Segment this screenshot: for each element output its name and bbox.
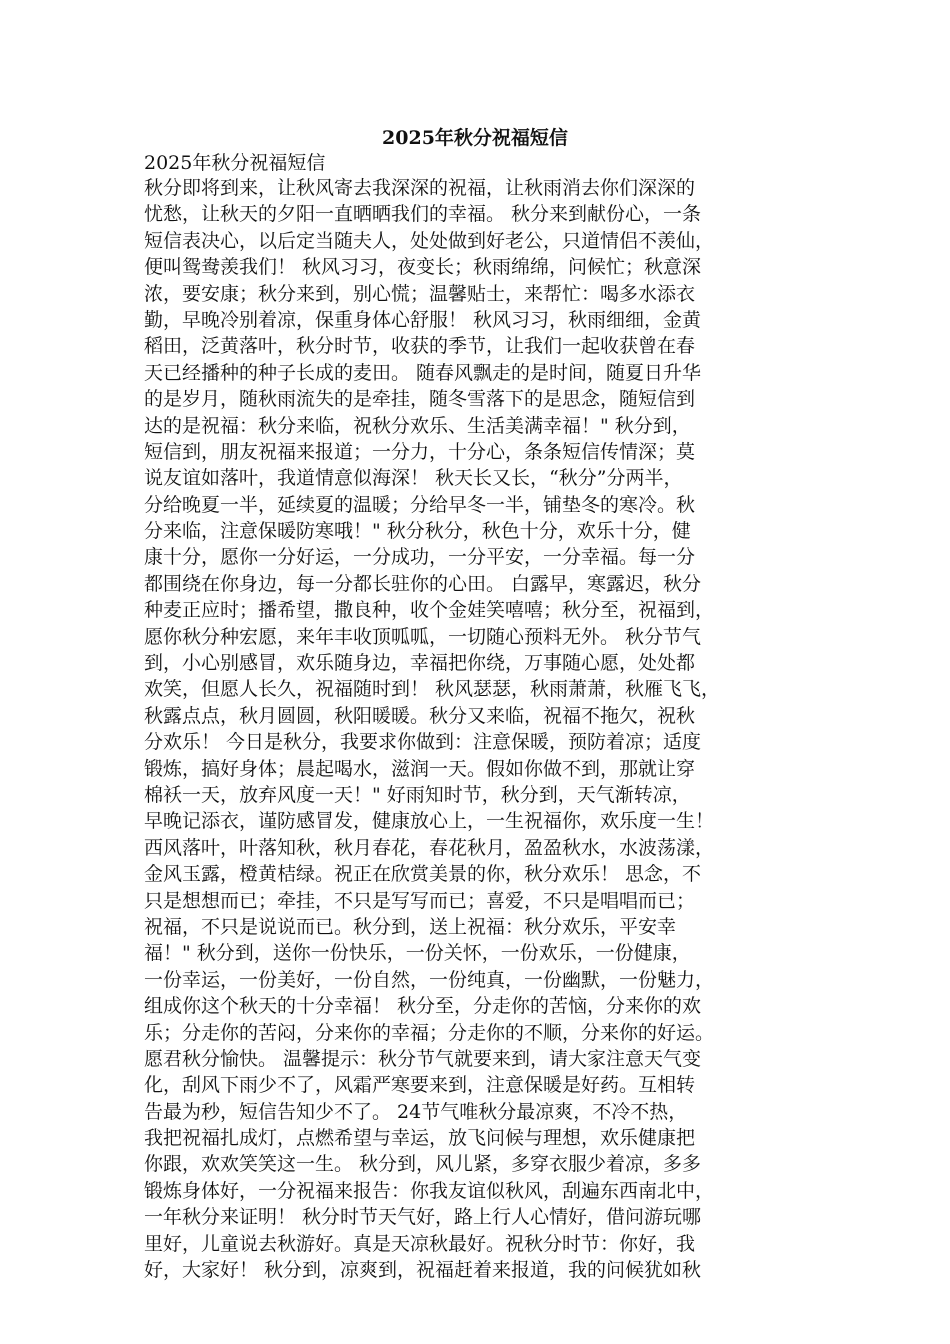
- body-text-line: 金风玉露，橙黄桔绿。祝正在欣赏美景的你，秋分欢乐！ 思念，不: [144, 863, 702, 886]
- body-text-line: 种麦正应时；播希望，撒良种，收个金娃笑嘻嘻；秋分至，祝福到，: [144, 599, 715, 622]
- body-text-line: 到，小心别感冒，欢乐随身边，幸福把你绕，万事随心愿，处处都: [144, 652, 696, 675]
- body-text-line: 棉袄一天，放弃风度一天！" 好雨知时节，秋分到，天气渐转凉，: [144, 783, 691, 806]
- body-text-line: 愿你秋分种宏愿，来年丰收顶呱呱，一切随心预料无外。 秋分节气: [144, 625, 702, 648]
- body-text-line: 乐；分走你的苦闷，分来你的幸福；分走你的不顺，分来你的好运。: [144, 1021, 715, 1044]
- body-text-line: 欢笑，但愿人长久，祝福随时到！ 秋风瑟瑟，秋雨萧萧，秋雁飞飞，: [144, 678, 721, 701]
- body-text-line: 里好，儿童说去秋游好。真是天凉秋最好。祝秋分时节：你好，我: [144, 1232, 696, 1255]
- body-text-line: 告最为秒，短信告知少不了。 24节气唯秋分最凉爽，不冷不热，: [144, 1100, 688, 1123]
- body-text-line: 一份幸运，一份美好，一份自然，一份纯真，一份幽默，一份魅力，: [144, 968, 715, 991]
- body-text-line: 忧愁，让秋天的夕阳一直晒晒我们的幸福。 秋分来到献份心，一条: [144, 203, 702, 226]
- document-body: [144, 175, 814, 1283]
- body-text-line: 组成你这个秋天的十分幸福！ 秋分至，分走你的苦恼，分来你的欢: [144, 995, 702, 1018]
- body-text-line: 天已经播种的种子长成的麦田。 随春风飘走的是时间，随夏日升华: [144, 361, 702, 384]
- body-text-line: 愿君秋分愉快。 温馨提示：秋分节气就要来到，请大家注意天气变: [144, 1047, 702, 1070]
- body-text-line: 只是想想而已；牵挂，不只是写写而已；喜爱，不只是唱唱而已；: [144, 889, 696, 912]
- body-text-line: 分给晚夏一半，延续夏的温暖；分给早冬一半，铺垫冬的寒冷。秋: [144, 493, 696, 516]
- body-text-line: 锻炼，搞好身体；晨起喝水，滋润一天。假如你做不到，那就让穿: [144, 757, 696, 780]
- body-text-line: 康十分，愿你一分好运，一分成功，一分平安，一分幸福。每一分: [144, 546, 696, 569]
- body-text-line: 福！" 秋分到，送你一份快乐，一份关怀，一份欢乐，一份健康，: [144, 942, 691, 965]
- body-text-line: 达的是祝福：秋分来临，祝秋分欢乐、生活美满幸福！" 秋分到，: [144, 414, 691, 437]
- body-text-line: 便叫鸳鸯羡我们！ 秋风习习，夜变长；秋雨绵绵，问候忙；秋意深: [144, 256, 702, 279]
- body-text-line: 都围绕在你身边，每一分都长驻你的心田。 白露早，寒露迟，秋分: [144, 572, 702, 595]
- body-text-line: 稻田，泛黄落叶，秋分时节，收获的季节，让我们一起收获曾在春: [144, 335, 696, 358]
- body-text-line: 说友谊如落叶，我道情意似海深！ 秋天长又长，“秋分”分两半，: [144, 467, 683, 490]
- body-text-line: 浓，要安康；秋分来到，别心慌；温馨贴士，来帮忙：喝多水添衣: [144, 282, 696, 305]
- body-text-line: 短信表决心，以后定当随夫人，处处做到好老公，只道情侣不羡仙，: [144, 229, 715, 252]
- body-text-line: 你跟，欢欢笑笑这一生。 秋分到，风儿紧，多穿衣服少着凉，多多: [144, 1153, 702, 1176]
- body-text-line: 我把祝福扎成灯，点燃希望与幸运，放飞问候与理想，欢乐健康把: [144, 1127, 696, 1150]
- body-text-line: 的是岁月，随秋雨流失的是牵挂，随冬雪落下的是思念，随短信到: [144, 388, 696, 411]
- body-text-line: 锻炼身体好，一分祝福来报告：你我友谊似秋风，刮遍东西南北中，: [144, 1179, 715, 1202]
- body-text-line: 勤，早晚冷别着凉，保重身体心舒服！ 秋风习习，秋雨细细，金黄: [144, 308, 702, 331]
- body-text-line: 短信到，朋友祝福来报道；一分力，十分心，条条短信传情深；莫: [144, 440, 696, 463]
- body-text-line: 分欢乐！ 今日是秋分，我要求你做到：注意保暖，预防着凉；适度: [144, 731, 702, 754]
- body-text-line: 西风落叶，叶落知秋，秋月春花，春花秋月，盈盈秋水，水波荡漾，: [144, 836, 715, 859]
- body-text-line: 秋露点点，秋月圆圆，秋阳暖暖。秋分又来临，祝福不拖欠，祝秋: [144, 704, 696, 727]
- document-title: 2025年秋分祝福短信: [382, 127, 568, 149]
- body-text-line: 祝福，不只是说说而已。秋分到，送上祝福：秋分欢乐，平安幸: [144, 915, 677, 938]
- body-text-line: 化，刮风下雨少不了，风霜严寒要来到，注意保暖是好药。互相转: [144, 1074, 696, 1097]
- body-text-line: 一年秋分来证明！ 秋分时节天气好，路上行人心情好，借问游玩哪: [144, 1206, 702, 1229]
- body-text-line: 秋分即将到来，让秋风寄去我深深的祝福，让秋雨消去你们深深的: [144, 177, 696, 199]
- body-text-line: 分来临，注意保暖防寒哦！" 秋分秋分，秋色十分，欢乐十分，健: [144, 520, 691, 543]
- body-text-line: 好，大家好！ 秋分到，凉爽到，祝福赶着来报道，我的问候犹如秋: [144, 1259, 702, 1282]
- document-subtitle: 2025年秋分祝福短信: [144, 152, 326, 174]
- body-text-line: 早晚记添衣，谨防感冒发，健康放心上，一生祝福你，欢乐度一生！: [144, 810, 715, 833]
